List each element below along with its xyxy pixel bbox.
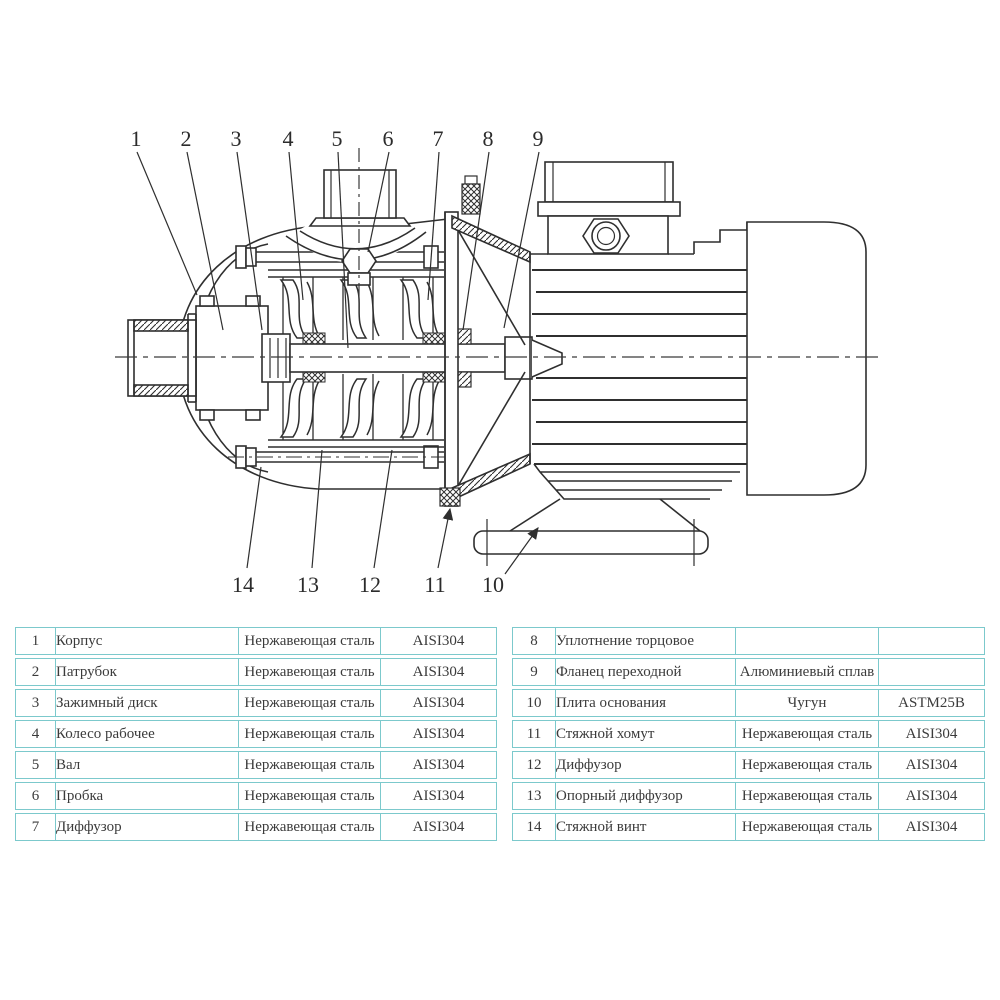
motor-fins xyxy=(532,270,747,464)
part-name: Диффузор xyxy=(55,813,238,841)
part-name: Корпус xyxy=(55,627,238,655)
part-grade: AISI304 xyxy=(380,720,497,748)
part-material: Нержавеющая сталь xyxy=(238,751,380,779)
part-grade xyxy=(878,658,985,686)
table-row xyxy=(15,782,497,810)
part-name: Опорный диффузор xyxy=(555,782,735,810)
part-material: Нержавеющая сталь xyxy=(238,720,380,748)
table-row xyxy=(15,720,497,748)
callout-6: 6 xyxy=(382,126,394,151)
part-number: 7 xyxy=(15,813,55,841)
callout-3: 3 xyxy=(230,126,242,151)
inlet-pipe xyxy=(128,314,196,402)
impeller-vanes-top xyxy=(281,280,439,338)
terminal-box xyxy=(538,162,680,254)
cable-gland xyxy=(583,219,629,253)
part-name: Пробка xyxy=(55,782,238,810)
table-row xyxy=(512,658,985,686)
clamp-bolt-top xyxy=(462,176,480,214)
table-row xyxy=(512,813,985,841)
callout-12: 12 xyxy=(359,572,381,597)
part-name: Зажимный диск xyxy=(55,689,238,717)
part-name: Колесо рабочее xyxy=(55,720,238,748)
tie-rod-bottom xyxy=(228,446,452,468)
part-grade: AISI304 xyxy=(878,782,985,810)
part-name: Вал xyxy=(55,751,238,779)
part-number: 10 xyxy=(512,689,555,717)
part-material: Алюминиевый сплав xyxy=(735,658,878,686)
part-grade: AISI304 xyxy=(380,751,497,779)
parts-table-left xyxy=(15,624,497,844)
parts-table-right xyxy=(512,624,985,844)
callout-10: 10 xyxy=(482,572,504,597)
part-material: Нержавеющая сталь xyxy=(735,751,878,779)
callout-2: 2 xyxy=(180,126,192,151)
table-row xyxy=(512,751,985,779)
part-number: 4 xyxy=(15,720,55,748)
callout-11: 11 xyxy=(424,572,446,597)
table-row xyxy=(15,627,497,655)
table-row xyxy=(512,720,985,748)
part-name: Плита основания xyxy=(555,689,735,717)
table-row xyxy=(15,751,497,779)
table-row xyxy=(15,658,497,686)
table-row xyxy=(15,689,497,717)
part-material: Нержавеющая сталь xyxy=(238,689,380,717)
part-number: 2 xyxy=(15,658,55,686)
part-name: Стяжной винт xyxy=(555,813,735,841)
table-row xyxy=(512,689,985,717)
impeller-vanes-bottom xyxy=(281,379,439,437)
part-material: Нержавеющая сталь xyxy=(735,782,878,810)
part-grade: AISI304 xyxy=(380,782,497,810)
part-number: 3 xyxy=(15,689,55,717)
part-name: Фланец переходной xyxy=(555,658,735,686)
part-grade: AISI304 xyxy=(878,751,985,779)
callout-5: 5 xyxy=(331,126,343,151)
motor-end-cap xyxy=(747,222,866,495)
part-number: 5 xyxy=(15,751,55,779)
callout-13: 13 xyxy=(297,572,319,597)
part-number: 6 xyxy=(15,782,55,810)
part-grade xyxy=(878,627,985,655)
callout-7: 7 xyxy=(432,126,444,151)
part-number: 8 xyxy=(512,627,555,655)
part-number: 12 xyxy=(512,751,555,779)
part-material: Нержавеющая сталь xyxy=(238,813,380,841)
part-name: Патрубок xyxy=(55,658,238,686)
clamp-bolt-bottom xyxy=(440,488,460,506)
part-name: Диффузор xyxy=(555,751,735,779)
table-row xyxy=(15,813,497,841)
part-grade: AISI304 xyxy=(380,658,497,686)
part-material: Чугун xyxy=(735,689,878,717)
part-name: Уплотнение торцовое xyxy=(555,627,735,655)
clamp-ring xyxy=(445,212,458,506)
part-material: Нержавеющая сталь xyxy=(735,720,878,748)
inlet-port xyxy=(196,296,268,420)
part-number: 13 xyxy=(512,782,555,810)
part-grade: AISI304 xyxy=(878,813,985,841)
support-legs xyxy=(510,499,700,531)
part-number: 1 xyxy=(15,627,55,655)
part-number: 11 xyxy=(512,720,555,748)
part-material: Нержавеющая сталь xyxy=(238,782,380,810)
callout-8: 8 xyxy=(482,126,494,151)
callout-1: 1 xyxy=(130,126,142,151)
table-row xyxy=(512,782,985,810)
part-grade: AISI304 xyxy=(878,720,985,748)
part-name: Стяжной хомут xyxy=(555,720,735,748)
part-grade: AISI304 xyxy=(380,689,497,717)
motor-body xyxy=(530,222,866,499)
base-plate xyxy=(474,519,708,566)
part-material: Нержавеющая сталь xyxy=(238,658,380,686)
part-material: Нержавеющая сталь xyxy=(735,813,878,841)
callout-9: 9 xyxy=(532,126,544,151)
part-number: 9 xyxy=(512,658,555,686)
part-grade: ASTM25B xyxy=(878,689,985,717)
table-row xyxy=(512,627,985,655)
part-material: Нержавеющая сталь xyxy=(238,627,380,655)
part-number: 14 xyxy=(512,813,555,841)
callout-4: 4 xyxy=(282,126,294,151)
part-grade: AISI304 xyxy=(380,813,497,841)
part-material xyxy=(735,627,878,655)
callout-14: 14 xyxy=(232,572,254,597)
part-grade: AISI304 xyxy=(380,627,497,655)
